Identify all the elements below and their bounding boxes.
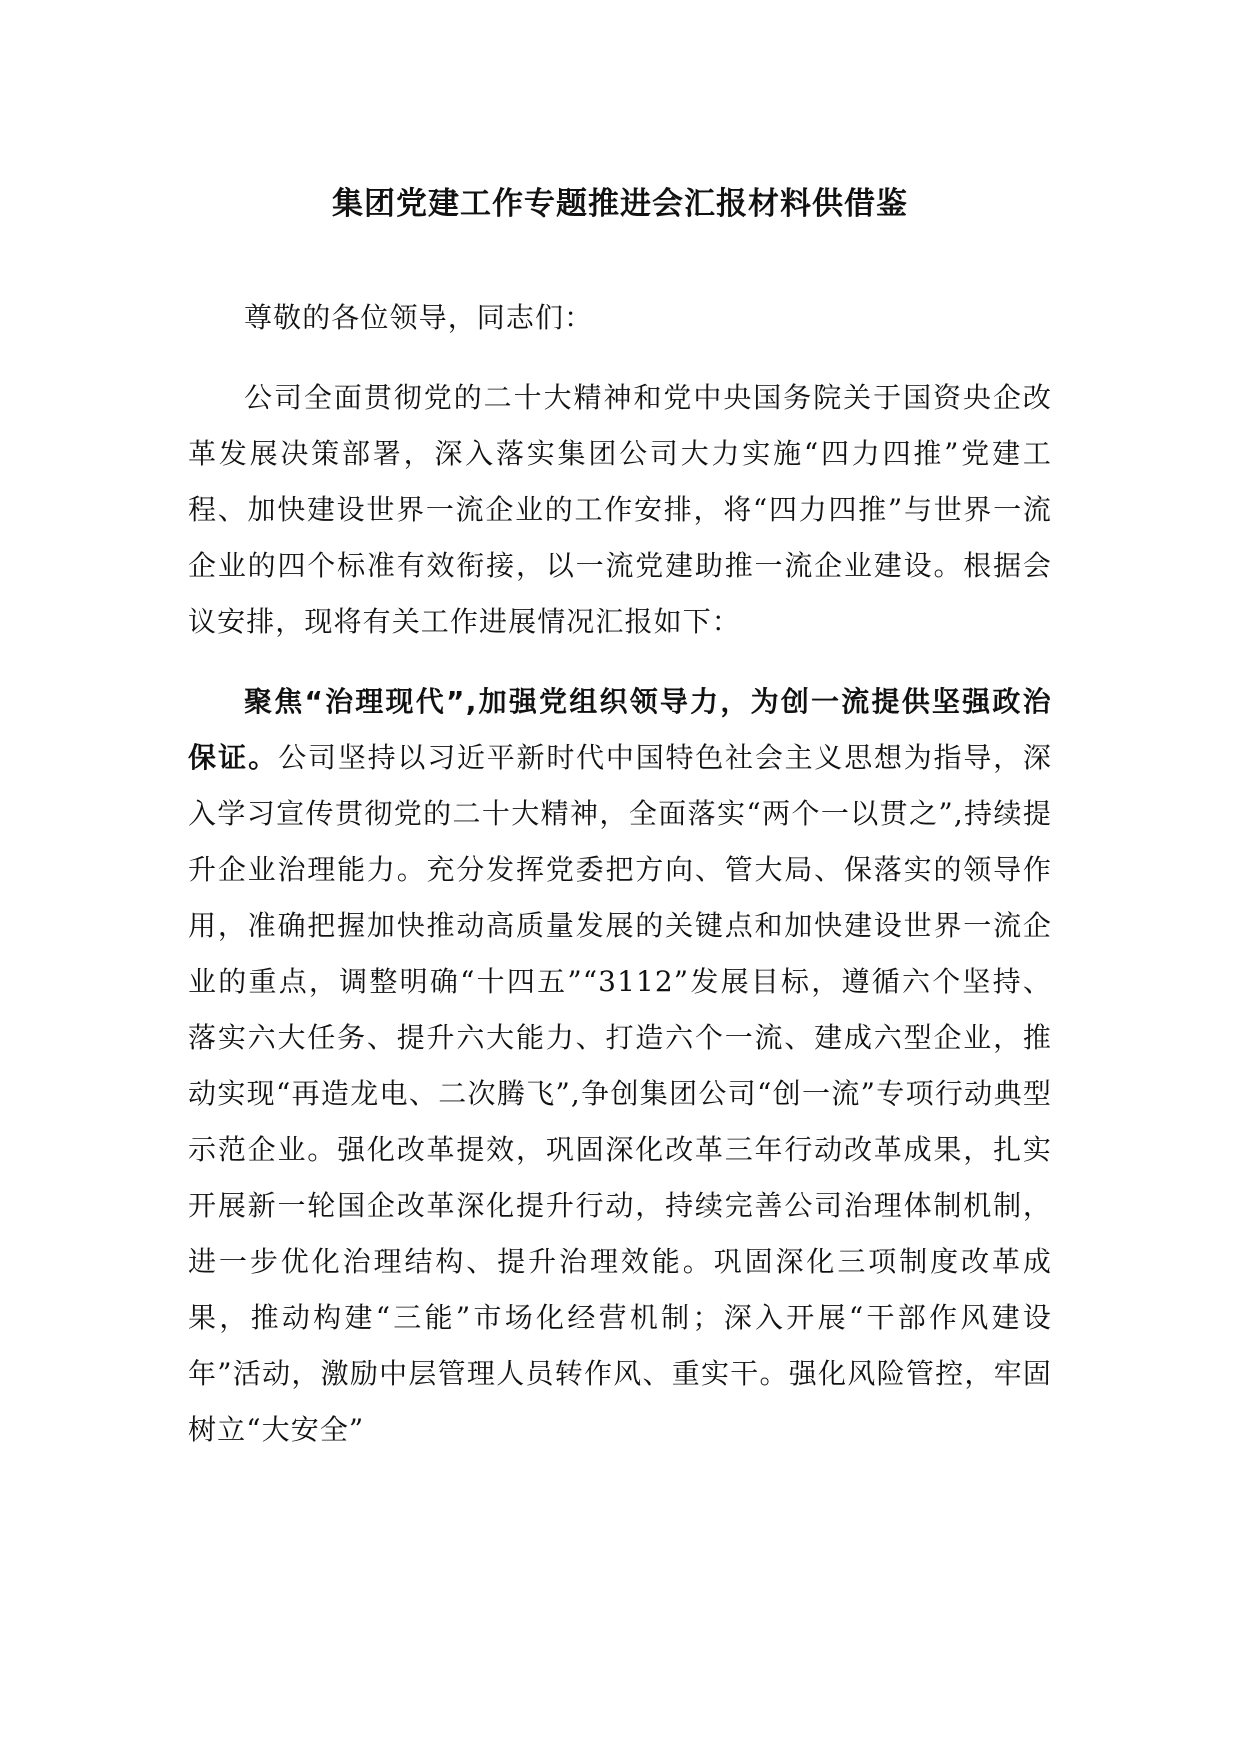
intro-paragraph: 公司全面贯彻党的二十大精神和党中央国务院关于国资央企改革发展决策部署，深入落实集团公司大力实施“四力四推”党建工程、加快建设世界一流企业的工作安排，将“四力四推”与世界一流企业的四个标准有效衔接，以一流党建助推一流企业建设。根据会议安排，现将有关工作进展情况汇报如下： (188, 381, 1052, 638)
section-1-heading: 聚焦“治理现代”,加强党组织领导力，为创一流提供坚强政治保证。 (188, 685, 1052, 774)
document-body (188, 290, 1052, 1482)
section-1-paragraph (188, 674, 1052, 1458)
section-1-body: 公司坚持以习近平新时代中国特色社会主义思想为指导，深入学习宣传贯彻党的二十大精神，全面落实“两个一以贯之”,持续提升企业治理能力。充分发挥党委把方向、管大局、保落实的领导作用，准确把握加快推动高质量发展的关键点和加快建设世界一流企业的重点，调整明确“十四五”“3112”发展目标，遵循六个坚持、落实六大任务、提升六大能力、打造六个一流、建成六型企业，推动实现“再造龙电、二次腾飞”,争创集团公司“创一流”专项行动典型示范企业。强化改革提效，巩固深化改革三年行动改革成果，扎实开展新一轮国企改革深化提升行动，持续完善公司治理体制机制，进一步优化治理结构、提升治理效能。巩固深化三项制度改革成果，推动构建“三能”市场化经营机制；深入开展“干部作风建设年”活动，激励中层管理人员转作风、重实干。强化风险管控，牢固树立“大安全” (188, 741, 1053, 1446)
document-title: 集团党建工作专题推进会汇报材料供借鉴 (332, 186, 908, 222)
greeting-paragraph: 尊敬的各位领导，同志们： (244, 301, 594, 334)
